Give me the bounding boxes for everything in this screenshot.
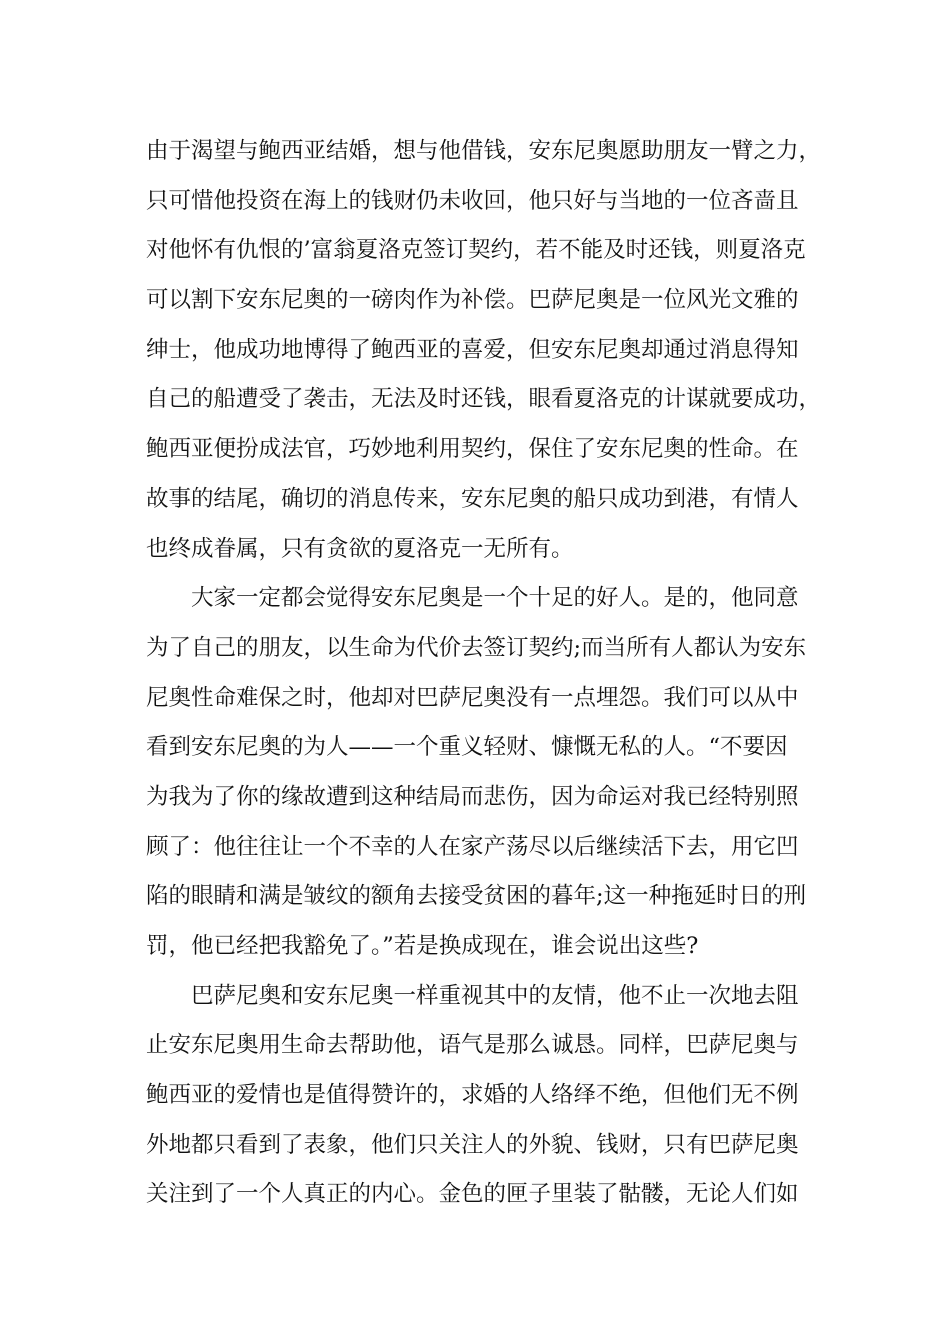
text-line: 止安东尼奥用生命去帮助他，语气是那么诚恳。同样，巴萨尼奥与 [146,1032,799,1059]
text-line: 巴萨尼奥和安东尼奥一样重视其中的友情，他不止一次地去阻 [146,982,799,1009]
text-line: 陷的眼睛和满是皱纹的额角去接受贫困的暮年;这一种拖延时日的刑 [146,883,807,910]
text-line: 尼奥性命难保之时，他却对巴萨尼奥没有一点埋怨。我们可以从中 [146,684,799,711]
text-line: 为我为了你的缘故遭到这种结局而悲伤，因为命运对我已经特别照 [146,783,799,810]
text-line: 鲍西亚便扮成法官，巧妙地利用契约，保住了安东尼奥的性命。在 [146,436,799,463]
text-line: 顾了：他往往让一个不幸的人在家产荡尽以后继续活下去，用它凹 [146,833,799,860]
text-line: 看到安东尼奥的为人——一个重义轻财、慷慨无私的人。“不要因 [146,734,788,761]
text-line: 鲍西亚的爱情也是值得赞许的，求婚的人络绎不绝，但他们无不例 [146,1082,799,1109]
text-line: 故事的结尾，确切的消息传来，安东尼奥的船只成功到港，有情人 [146,485,799,512]
text-line: 大家一定都会觉得安东尼奥是一个十足的好人。是的，他同意 [146,585,799,612]
text-line: 自己的船遭受了袭击，无法及时还钱，眼看夏洛克的计谋就要成功， [146,386,822,413]
text-line: 绅士，他成功地博得了鲍西亚的喜爱，但安东尼奥却通过消息得知 [146,336,799,363]
text-line: 关注到了一个人真正的内心。金色的匣子里装了骷髅，无论人们如 [146,1181,799,1208]
text-line: 罚，他已经把我豁免了。”若是换成现在，谁会说出这些? [146,933,699,959]
text-line: 外地都只看到了表象，他们只关注人的外貌、钱财，只有巴萨尼奥 [146,1131,799,1158]
text-line: 由于渴望与鲍西亚结婚，想与他借钱，安东尼奥愿助朋友一臂之力， [146,138,822,164]
text-line: 为了自己的朋友，以生命为代价去签订契约;而当所有人都认为安东 [146,634,807,661]
text-line: 也终成眷属，只有贪欲的夏洛克一无所有。 [146,535,574,562]
text-line: 只可惜他投资在海上的钱财仍未收回，他只好与当地的一位吝啬且 [146,187,799,214]
text-line: 可以割下安东尼奥的一磅肉作为补偿。巴萨尼奥是一位风光文雅的 [146,287,799,314]
body-text [146,127,822,1220]
text-line: 对他怀有仇恨的’富翁夏洛克签订契约，若不能及时还钱，则夏洛克 [146,237,806,264]
